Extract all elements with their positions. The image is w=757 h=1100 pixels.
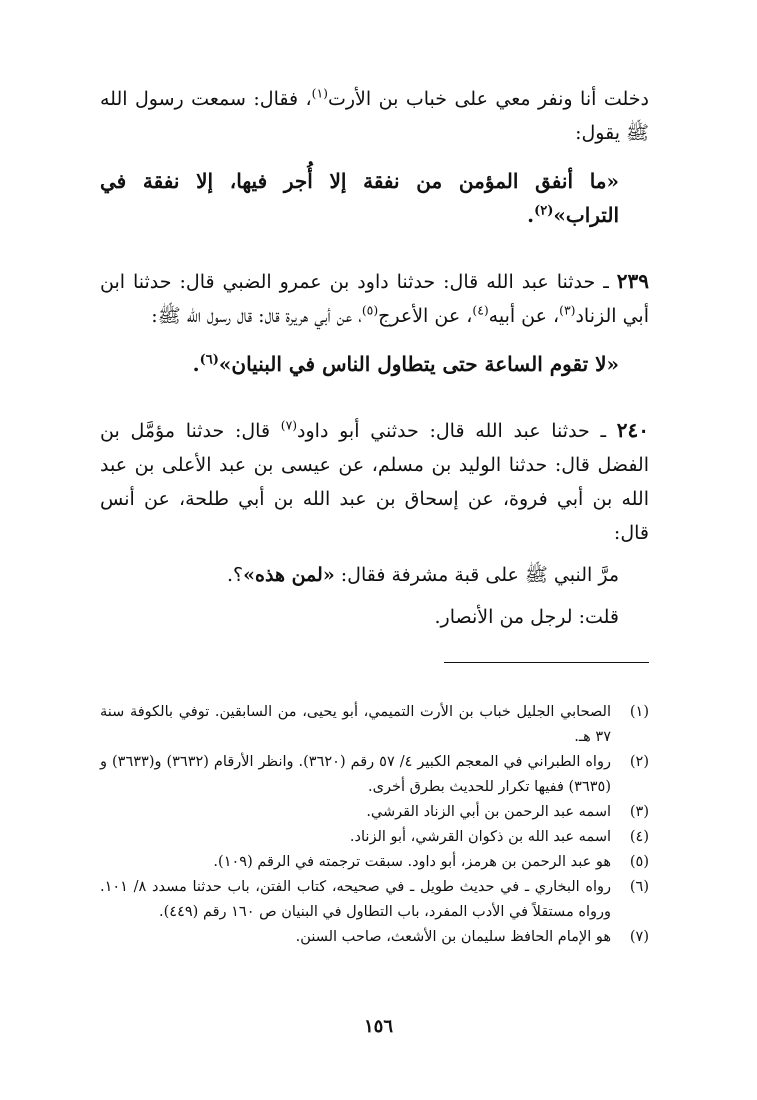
hadith-quote-1: «ما أنفق المؤمن من نفقة إلا أُجر فيها، إلا نفقة في التراب»$^{(٢)}$. [100, 169, 619, 227]
footnote-1: (١) الصحابي الجليل خباب بن الأرت التميمي، أبو يحيى، من السابقين. توفي بالكوفة سنة ٣٧ هـ. [100, 704, 649, 745]
footnote-ref-7[interactable]: (٧) [280, 418, 298, 433]
footnote-4: (٤) اسمه عبد الله بن ذكوان القرشي، أبو الزناد. [349, 829, 649, 845]
footnote-3: (٣) اسمه عبد الرحمن بن أبي الزناد القرشي. [366, 804, 649, 820]
hadith-entry-240: ٢٤٠ ـ حدثنا عبد الله قال: حدثني أبو داود$^{(٧)}$ قال: حدثنا مؤمَّل بن الفضل قال: حدثنا الوليد بن مسلم، عن عيسى بن عبد الأعلى بن عبد الله بن أبي فروة، عن إسحاق بن عبد الله بن أبي طلحة، عن أنس قال: [100, 418, 649, 544]
footnotes [100, 700, 649, 950]
entry-number: ٢٣٩ [616, 269, 649, 293]
hadith-quote-2: «لا تقوم الساعة حتى يتطاول الناس في البنيان»$^{(٦)}$. [192, 352, 619, 376]
footnote-5: (٥) هو عبد الرحمن بن هرمز، أبو داود. سبقت ترجمته في الرقم (١٠٩). [213, 854, 649, 870]
footnote-7: (٧) هو الإمام الحافظ سليمان بن الأشعث، صاحب السنن. [295, 929, 649, 945]
footnote-6: (٦) رواه البخاري ـ في حديث طويل ـ في صحيحه، كتاب الفتن، باب حدثنا مسدد ٨/ ١٠١. ورواه مستقلاً في الأدب المفرد، باب التطاول في البنيان ص ١٦٠ رقم (٤٤٩). [100, 879, 649, 920]
footnote-ref-1[interactable]: (١) [311, 86, 328, 101]
footnote-ref-6[interactable]: (٦) [199, 352, 219, 368]
main-text [100, 82, 649, 634]
dialogue-line-1: مرَّ النبي ﷺ على قبة مشرفة فقال: «لمن هذه»؟. [227, 564, 619, 586]
entry-number: ٢٤٠ [616, 418, 649, 442]
footnote-separator [444, 662, 649, 663]
footnote-2: (٢) رواه الطبراني في المعجم الكبير ٤/ ٥٧ رقم (٣٦٢٠). وانظر الأرقام (٣٦٣٢) و(٣٦٣٣) و (٣٦٣٥) ففيها تكرار للحديث بطرق أخرى. [100, 754, 649, 795]
footnote-ref-5[interactable]: (٥) [361, 303, 379, 318]
footnote-ref-3[interactable]: (٣) [559, 303, 576, 318]
page-number: ١٥٦ [363, 1016, 393, 1037]
footnote-ref-4[interactable]: (٤) [472, 303, 489, 318]
footnote-ref-2[interactable]: (٢) [534, 203, 554, 219]
dialogue-line-2: قلت: لرجل من الأنصار. [434, 606, 619, 628]
opening-paragraph: دخلت أنا ونفر معي على خباب بن الأرت$^{(١)}$، فقال: سمعت رسول الله ﷺ يقول: [100, 86, 650, 144]
hadith-entry-239: ٢٣٩ ـ حدثنا عبد الله قال: حدثنا داود بن عمرو الضبي قال: حدثنا ابن أبي الزناد$^{(٣)}$، عن أبيه$^{(٤)}$، عن الأعرج$^{(٥)}$، عن أبي هريرة قال: قال رسول الله ﷺ: [100, 269, 649, 327]
